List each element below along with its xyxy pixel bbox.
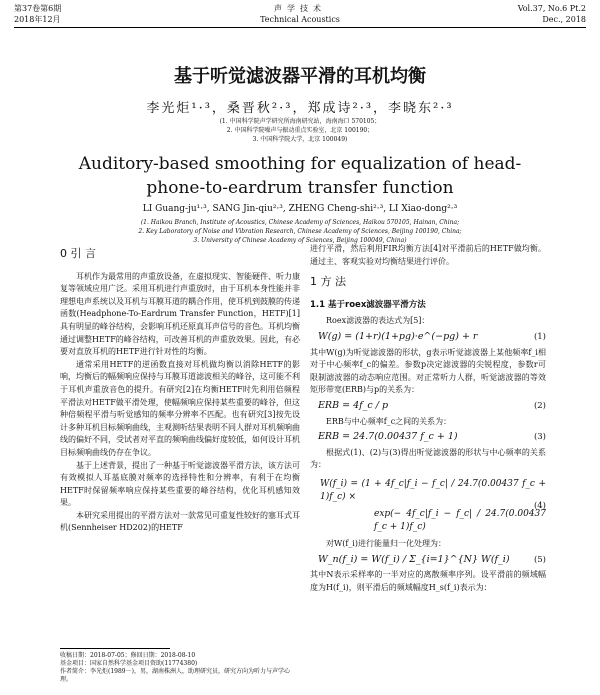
paragraph: 通常采用HETF的逆函数直接对耳机做均衡以消除HETF的影响，均衡后的幅频响应保持与耳膜耳道滤波相关的峰谷，这可能不利于耳机声重放音色的提升。有研究[2]在均衡HETF时先利用倍频程平滑法对HETF做平滑处理，使幅频响应保持某些重要的峰谷，但这种倍频程平滑与听觉感知的频率分辨率不匹配。也有研究[3]按先设计多种耳机目标频响曲线，主观测听结果表明不同人群对耳机频响曲线的偏好不同，受试者对平直的频响曲线偏好度较低，如何设计耳机目标频响曲线仍存在争议。	[60, 359, 300, 457]
affiliations-cn: (1. 中国科学院声学研究所海南研究站，海南海口 570105； 2. 中国科学院噪声与振动重点实验室，北京 100190； 3. 中国科学院大学，北京 100049)	[219, 118, 381, 143]
paragraph: 本研究采用提出的平滑方法对一款常见可重复性较好的塞耳式耳机(Sennheiser HD202)的HETF	[60, 510, 300, 533]
paragraph: 耳机作为最常用的声重放设备，在虚拟现实、智能硬件、听力康复等领域应用广泛。采用耳机进行声重放时，由于耳机本身性能并非理想电声系统以及耳机与耳膜耳道的耦合作用，使耳机到鼓膜的传递函数(Headphone-To-Eardrum Transfer Function，HETF)[1]具有明显的峰谷结构，会影响耳机还原真耳声信号的音色。耳机均衡通过调整HETF的峰谷结构，可改善耳机的声重放效果。因此，有必要对直放耳机的HETF进行针对性的均衡。	[60, 271, 300, 357]
paragraph: 其中N表示采样率的一半对应的离散频率序列。设平滑前的频域幅度为H(f_i)，则平滑后的频域幅度H_s(f_i)表示为：	[310, 570, 546, 592]
paragraph: ERB与中心频率f_c之间的关系为：	[326, 416, 452, 426]
paragraph: 其中W(g)为听觉滤波器的形状，g表示听觉滤波器上某他频率f_i相对于中心频率f_c的偏差。参数p决定滤波器的尖锐程度，参数r可限制滤波器的动态响应范围。对正常听力人群，听觉滤波器的等效矩形带宽(ERB)与p的关系为：	[310, 347, 546, 395]
equation-2: ERB = 4f_c / p (2)	[318, 399, 546, 411]
equation-4: W(f_i) = (1 + 4f_c|f_i − f_c| / 24.7(0.00437 f_c + 1)f_c) × exp(− 4f_c|f_i − f_c| / 24.7(0.00437 f_c + 1)f_c) (4)	[320, 478, 546, 532]
paragraph: 进行平滑，然后利用FIR均衡方法[4]对平滑前后的HETF做均衡。通过主、客观实验对均衡结果进行评价。	[310, 244, 546, 266]
header-right: Vol.37, No.6 Pt.2 Dec., 2018	[517, 4, 586, 24]
equation-1: W(g) = (1+r)(1+pg)·e^(−pg) + r (1)	[318, 330, 546, 342]
header-rule	[14, 27, 586, 28]
affiliations-en: (1. Haikou Branch, Institute of Acoustics, Chinese Academy of Sciences, Haikou 570105, Hainan, China; 2. Key Laboratory of Noise and Vibration Research, Chinese Academy of Sciences, Beijing 100190, China; 3. University of Chinese Academy of Sciences, Beijing 100049, China)	[138, 219, 462, 244]
equation-3: ERB = 24.7(0.00437 f_c + 1) (3)	[318, 431, 546, 443]
paragraph: 根据式(1)、(2)与(3)得出听觉滤波器的形状与中心频率的关系为：	[310, 447, 546, 470]
header-center: 声学技术 Technical Acoustics	[260, 4, 340, 24]
authors-cn: 李光炬¹·³，桑晋秋²·³，郑成诗²·³，李晓东²·³	[146, 101, 454, 116]
footnote-rule	[60, 648, 170, 649]
right-column	[310, 243, 546, 594]
paragraph: 对W(f_i)进行能量归一化处理为：	[326, 538, 446, 548]
section-heading-method: 1 方 法	[310, 275, 346, 289]
running-header	[14, 3, 586, 29]
left-column	[60, 248, 300, 535]
title-cn: 基于听觉滤波器平滑的耳机均衡	[174, 66, 426, 87]
equation-5: W_n(f_i) = W(f_i) / Σ_{i=1}^{N} W(f_i) (5)	[318, 553, 546, 565]
footnote: 收稿日期：2018-07-05；修回日期：2018-08-10 基金项目：国家自然科学基金项目资助(11774380) 作者简介：李光炬(1989－)，男，湖南株洲人，助理研究员，研究方向为听力与声学心理。	[60, 652, 290, 683]
paragraph: 基于上述背景，提出了一种基于听觉滤波器平滑方法，该方法可有效模拟人耳基底膜对频率的选择特性和分辨率，有利于在均衡HETF时保留频率响应保持某些重要的峰谷结构，优化耳机感知效果。	[60, 460, 300, 508]
header-left: 第37卷第6期 2018年12月	[14, 4, 62, 24]
section-heading-intro: 0 引 言	[60, 247, 96, 260]
authors-en: LI Guang-ju¹·³, SANG Jin-qiu²·³, ZHENG Cheng-shi²·³, LI Xiao-dong²·³	[142, 204, 458, 214]
subsection-heading: 1.1 基于roex滤波器平滑方法	[310, 299, 426, 310]
title-en: Auditory-based smoothing for equalization of head-phone-to-eardrum transfer function	[78, 154, 522, 198]
paragraph: Roex滤波器的表达式为[5]：	[326, 316, 430, 326]
